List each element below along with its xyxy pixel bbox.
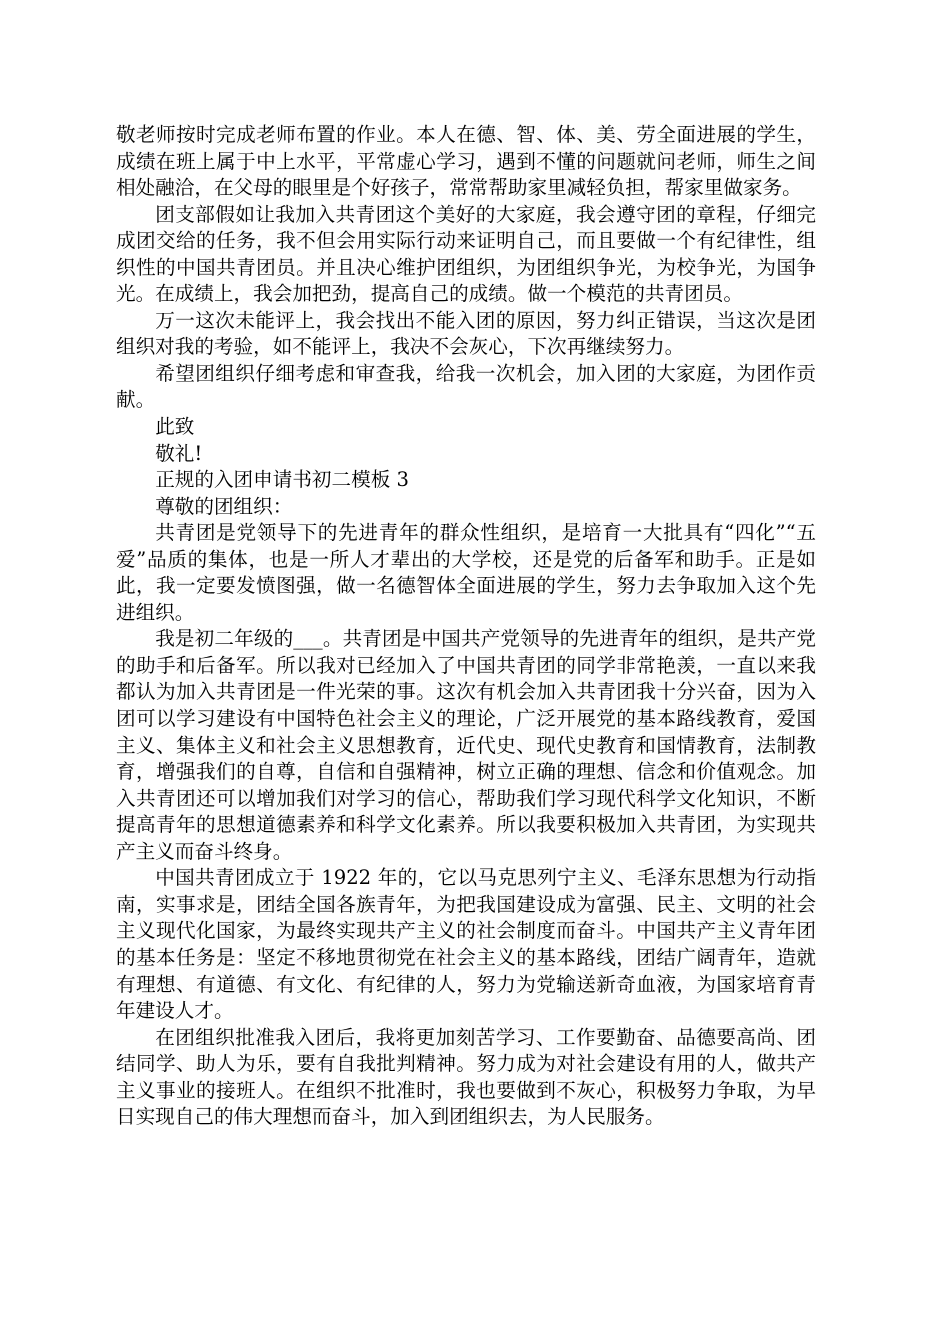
- paragraph-7: 中国共青团成立于 1922 年的，它以马克思列宁主义、毛泽东思想为行动指南，实事求是，团结全国各族青年，为把我国建设成为富强、民主、文明的社会主义现代化国家，为最终实现共产主义的社会制度而奋斗。中国共产主义青年团的基本任务是：坚定不移地贯彻党在社会主义的基本路线，团结广阔青年，造就有理想、有道德、有文化、有纪律的人，努力为党输送新奇血液，为国家培育青年建设人才。: [116, 866, 816, 1023]
- paragraph-4: 希望团组织仔细考虑和审查我，给我一次机会，加入团的大家庭，为团作贡献。: [116, 361, 816, 412]
- paragraph-3: 万一这次未能评上，我会找出不能入团的原因，努力纠正错误，当这次是团组织对我的考验，如不能评上，我决不会灰心，下次再继续努力。: [116, 308, 816, 359]
- paragraph-1: 敬老师按时完成老师布置的作业。本人在德、智、体、美、劳全面进展的学生，成绩在班上属于中上水平，平常虚心学习，遇到不懂的问题就问老师，师生之间相处融洽，在父母的眼里是个好孩子，常常帮助家里减轻负担，帮家里做家务。: [116, 123, 816, 200]
- paragraph-6: 我是初二年级的___。共青团是中国共产党领导的先进青年的组织，是共产党的助手和后备军。所以我对已经加入了中国共青团的同学非常艳羡，一直以来我都认为加入共青团是一件光荣的事。这次有机会加入共青团我十分兴奋，因为入团可以学习建设有中国特色社会主义的理论，广泛开展党的基本路线教育，爱国主义、集体主义和社会主义思想教育，近代史、现代史教育和国情教育，法制教育，增强我们的自尊，自信和自强精神，树立正确的理想、信念和价值观念。加入共青团还可以增加我们对学习的信心，帮助我们学习现代科学文化知识，不断提高青年的思想道德素养和科学文化素养。所以我要积极加入共青团，为实现共产主义而奋斗终身。: [116, 627, 816, 863]
- section-title: 正规的入团申请书初二模板 3: [155, 468, 410, 492]
- closing-respect: 敬礼!: [155, 441, 203, 465]
- paragraph-8: 在团组织批准我入团后，我将更加刻苦学习、工作要勤奋、品德要高尚、团结同学、助人为乐，要有自我批判精神。努力成为对社会建设有用的人，做共产主义事业的接班人。在组织不批准时，我也要做到不灰心，积极努力争取，为早日实现自己的伟大理想而奋斗，加入到团组织去，为人民服务。: [116, 1025, 816, 1129]
- paragraph-2: 团支部假如让我加入共青团这个美好的大家庭，我会遵守团的章程，仔细完成团交给的任务，我不但会用实际行动来证明自己，而且要做一个有纪律性，组织性的中国共青团员。并且决心维护团组织，为团组织争光，为校争光，为国争光。在成绩上，我会加把劲，提高自己的成绩。做一个模范的共青团员。: [116, 202, 816, 306]
- greeting: 尊敬的团组织：: [155, 494, 293, 518]
- paragraph-5: 共青团是党领导下的先进青年的群众性组织，是培育一大批具有“四化”“五爱”品质的集体，也是一所人才辈出的大学校，还是党的后备军和助手。正是如此，我一定要发愤图强，做一名德智体全面进展的学生，努力去争取加入这个先进组织。: [116, 521, 816, 624]
- document-body: [116, 122, 816, 1131]
- closing-salutation: 此致: [155, 415, 195, 439]
